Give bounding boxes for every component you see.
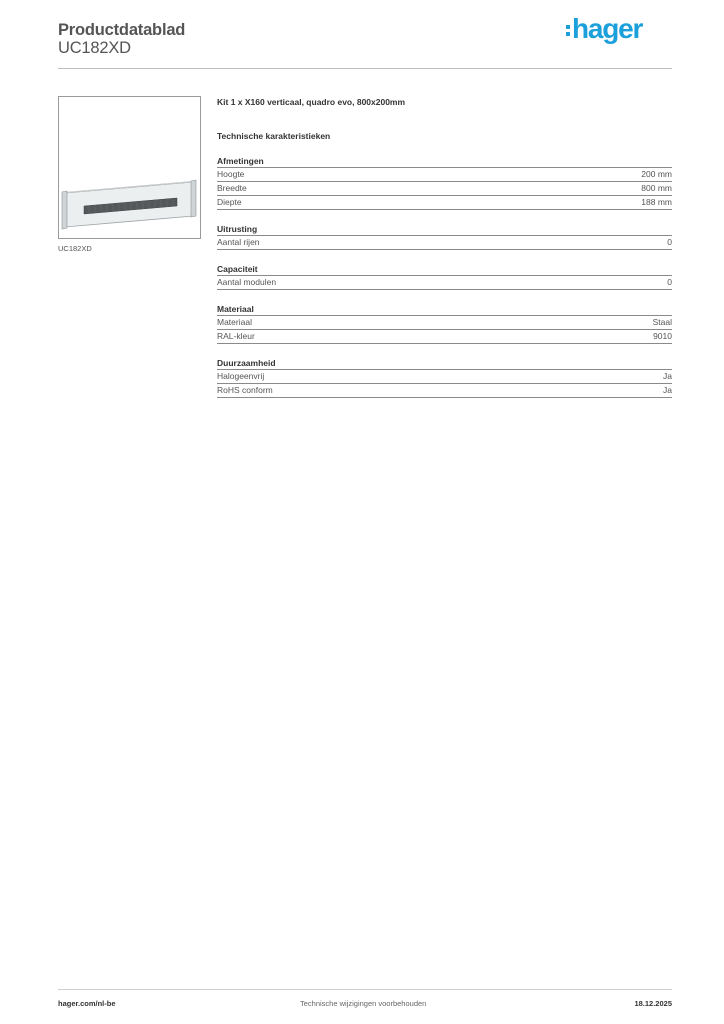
section-title: Duurzaamheid: [217, 358, 672, 370]
row-label: Materiaal: [217, 317, 252, 327]
row-label: Diepte: [217, 197, 242, 207]
row-value: Ja: [663, 371, 672, 381]
row-value: 9010: [653, 331, 672, 341]
table-row: [217, 168, 672, 182]
page-title: Productdatablad: [58, 21, 186, 39]
row-label: Aantal modulen: [217, 277, 277, 287]
row-value: Ja: [663, 385, 672, 395]
row-value: 188 mm: [641, 197, 672, 207]
product-description: Kit 1 x X160 verticaal, quadro evo, 800x200mm: [217, 97, 406, 107]
table-row: [217, 316, 672, 330]
table-row: [217, 236, 672, 250]
section-capaciteit: [217, 264, 672, 290]
footer-website-link[interactable]: hager.com/nl-be: [58, 999, 116, 1008]
footer-disclaimer: Technische wijzigingen voorbehouden: [300, 999, 427, 1008]
logo-colon-icon: [566, 25, 570, 36]
row-value: 0: [667, 277, 672, 287]
product-panel-illustration: [59, 97, 200, 238]
row-label: Hoogte: [217, 169, 245, 179]
table-row: [217, 330, 672, 344]
table-row: [217, 196, 672, 210]
row-label: RoHS conform: [217, 385, 273, 395]
hager-logo: [566, 14, 642, 44]
section-title: Afmetingen: [217, 156, 672, 168]
section-materiaal: [217, 304, 672, 344]
section-afmetingen: [217, 156, 672, 210]
row-value: 200 mm: [641, 169, 672, 179]
footer-date: 18.12.2025: [634, 999, 672, 1008]
row-label: Aantal rijen: [217, 237, 260, 247]
row-label: Halogeenvrij: [217, 371, 265, 381]
table-row: [217, 370, 672, 384]
product-image: [58, 96, 201, 239]
row-value: 800 mm: [641, 183, 672, 193]
product-code: UC182XD: [58, 39, 131, 57]
image-caption: UC182XD: [58, 244, 92, 253]
footer-divider: [58, 989, 672, 990]
section-title: Materiaal: [217, 304, 672, 316]
row-label: RAL-kleur: [217, 331, 255, 341]
logo-text: hager: [572, 13, 643, 44]
product-content: [217, 96, 672, 398]
section-title: Uitrusting: [217, 224, 672, 236]
row-label: Breedte: [217, 183, 247, 193]
section-title: Capaciteit: [217, 264, 672, 276]
table-row: [217, 276, 672, 290]
table-row: [217, 384, 672, 398]
tech-characteristics-title: Technische karakteristieken: [217, 131, 331, 141]
row-value: 0: [667, 237, 672, 247]
table-row: [217, 182, 672, 196]
section-duurzaamheid: [217, 358, 672, 398]
row-value: Staal: [652, 317, 672, 327]
section-uitrusting: [217, 224, 672, 250]
header-divider: [58, 68, 672, 69]
